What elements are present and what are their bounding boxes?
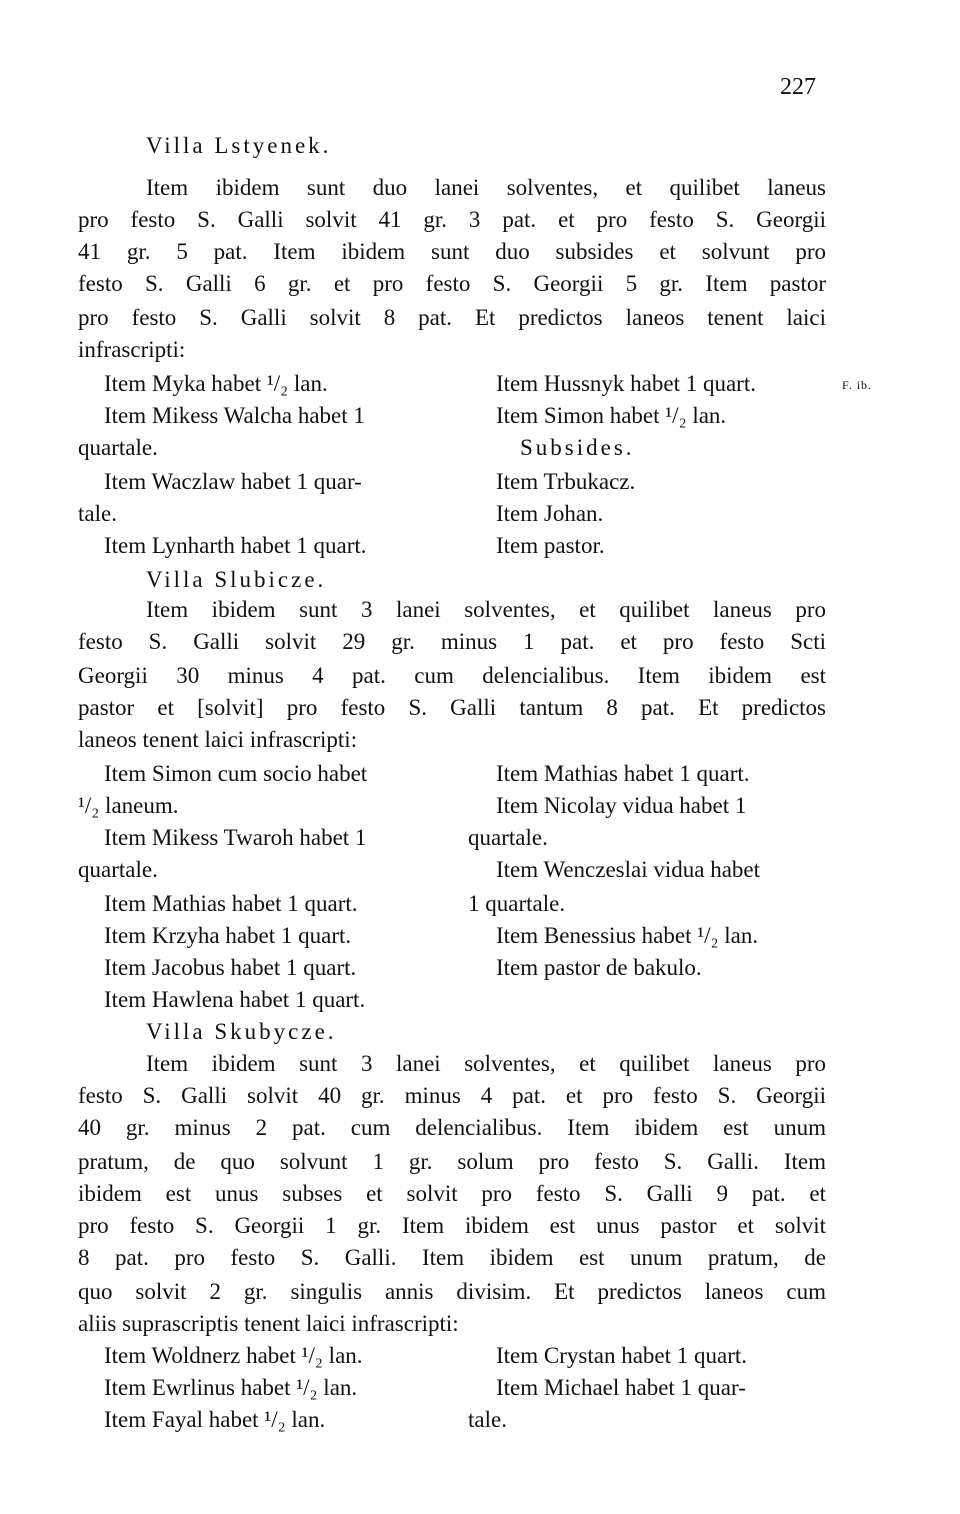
paragraph-line: aliis suprascriptis tenent laici infrascripti: bbox=[78, 1311, 459, 1336]
list-item: quartale. bbox=[78, 857, 158, 882]
section-heading: Villa Skubycze. bbox=[146, 1019, 337, 1044]
paragraph-line: quo solvit 2 gr. singulis annis divisim. Et predictos laneos cum bbox=[78, 1279, 826, 1304]
section-heading: Villa Slubicze. bbox=[146, 567, 327, 592]
list-item: Item Simon cum socio habet bbox=[104, 761, 368, 786]
list-item: Item Myka habet ¹/₂ lan. bbox=[104, 371, 328, 396]
paragraph-line: pro festo S. Galli solvit 41 gr. 3 pat. et pro festo S. Georgii bbox=[78, 207, 826, 232]
paragraph-line: pratum, de quo solvunt 1 gr. solum pro festo S. Galli. Item bbox=[78, 1149, 826, 1174]
list-item: Item Wenczeslai vidua habet bbox=[496, 857, 761, 882]
paragraph-line: 40 gr. minus 2 pat. cum delencialibus. Item ibidem est unum bbox=[78, 1115, 826, 1140]
list-item: 1 quartale. bbox=[468, 891, 566, 916]
list-item: Item Johan. bbox=[496, 501, 604, 526]
paragraph-line: Item ibidem sunt 3 lanei solventes, et quilibet laneus pro bbox=[146, 1051, 826, 1076]
list-item: Item Simon habet ¹/₂ lan. bbox=[496, 403, 727, 428]
paragraph-line: 41 gr. 5 pat. Item ibidem sunt duo subsides et solvunt pro bbox=[78, 239, 826, 264]
list-item: Item Michael habet 1 quar- bbox=[496, 1375, 746, 1400]
subheading: Subsides. bbox=[520, 435, 635, 460]
list-item: Item Hussnyk habet 1 quart. bbox=[496, 371, 756, 396]
paragraph-line: festo S. Galli 6 gr. et pro festo S. Georgii 5 gr. Item pastor bbox=[78, 271, 826, 296]
section-heading: Villa Lstyenek. bbox=[146, 133, 332, 158]
paragraph-line: pro festo S. Georgii 1 gr. Item ibidem est unus pastor et solvit bbox=[78, 1213, 826, 1238]
list-item: Item Lynharth habet 1 quart. bbox=[104, 533, 367, 558]
list-item: Item Krzyha habet 1 quart. bbox=[104, 923, 352, 948]
paragraph-line: festo S. Galli solvit 29 gr. minus 1 pat. et pro festo Scti bbox=[78, 629, 826, 654]
list-item: Item Woldnerz habet ¹/₂ lan. bbox=[104, 1343, 363, 1368]
paragraph-line: festo S. Galli solvit 40 gr. minus 4 pat. et pro festo S. Georgii bbox=[78, 1083, 826, 1108]
list-item: Item Fayal habet ¹/₂ lan. bbox=[104, 1407, 326, 1432]
list-item: Item Mikess Twaroh habet 1 bbox=[104, 825, 367, 850]
paragraph-line: Item ibidem sunt duo lanei solventes, et quilibet laneus bbox=[146, 175, 826, 200]
paragraph-line: Georgii 30 minus 4 pat. cum delencialibus. Item ibidem est bbox=[78, 663, 826, 688]
paragraph-line: pastor et [solvit] pro festo S. Galli tantum 8 pat. Et predictos bbox=[78, 695, 826, 720]
list-item: quartale. bbox=[78, 435, 158, 460]
list-item: Item Trbukacz. bbox=[496, 469, 636, 494]
list-item: Item Ewrlinus habet ¹/₂ lan. bbox=[104, 1375, 358, 1400]
margin-note: F. ib. bbox=[842, 378, 873, 392]
list-item: Item Mathias habet 1 quart. bbox=[104, 891, 358, 916]
list-item: Item Mathias habet 1 quart. bbox=[496, 761, 750, 786]
paragraph-line: laneos tenent laici infrascripti: bbox=[78, 727, 358, 752]
page-number: 227 bbox=[780, 74, 816, 100]
list-item: tale. bbox=[468, 1407, 507, 1432]
paragraph-line: pro festo S. Galli solvit 8 pat. Et predictos laneos tenent laici bbox=[78, 305, 826, 330]
list-item: Item Hawlena habet 1 quart. bbox=[104, 987, 366, 1012]
list-item: Item pastor. bbox=[496, 533, 605, 558]
paragraph-line: Item ibidem sunt 3 lanei solventes, et quilibet laneus pro bbox=[146, 597, 826, 622]
list-item: Item Crystan habet 1 quart. bbox=[496, 1343, 748, 1368]
list-item: Item Waczlaw habet 1 quar- bbox=[104, 469, 362, 494]
list-item: Item Nicolay vidua habet 1 bbox=[496, 793, 747, 818]
list-item: Item Mikess Walcha habet 1 bbox=[104, 403, 365, 428]
list-item: tale. bbox=[78, 501, 117, 526]
paragraph-line: infrascripti: bbox=[78, 337, 186, 362]
list-item: Item Benessius habet ¹/₂ lan. bbox=[496, 923, 759, 948]
list-item: Item Jacobus habet 1 quart. bbox=[104, 955, 357, 980]
list-item: quartale. bbox=[468, 825, 548, 850]
list-item: Item pastor de bakulo. bbox=[496, 955, 702, 980]
paragraph-line: ibidem est unus subses et solvit pro festo S. Galli 9 pat. et bbox=[78, 1181, 826, 1206]
list-item: ¹/₂ laneum. bbox=[78, 793, 179, 818]
paragraph-line: 8 pat. pro festo S. Galli. Item ibidem est unum pratum, de bbox=[78, 1245, 826, 1270]
